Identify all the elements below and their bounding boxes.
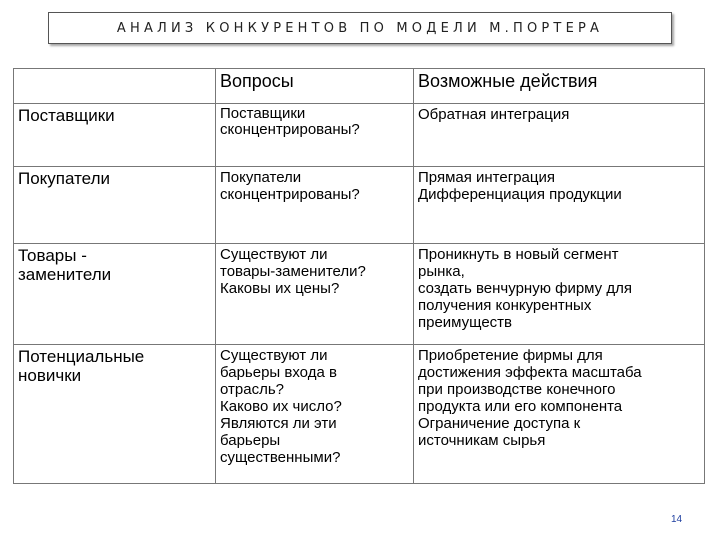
questions-cell: Покупатели сконцентрированы? [216,167,414,244]
table-row [14,345,705,484]
page-number: 14 [671,514,683,525]
table-row [14,167,705,244]
table-row [14,104,705,167]
actions-cell: Обратная интеграция [414,104,705,167]
slide-title: АНАЛИЗ КОНКУРЕНТОВ ПО МОДЕЛИ М.ПОРТЕРА [116,20,604,36]
header-cell-actions: Возможные действия [414,69,705,104]
questions-cell: Поставщики сконцентрированы? [216,104,414,167]
questions-cell: Существуют ли барьеры входа в отрасль? Каково их число? Являются ли эти барьеры существенными? [216,345,414,484]
force-cell: Поставщики [14,104,216,167]
force-cell: Товары - заменители [14,244,216,345]
actions-cell: Приобретение фирмы для достижения эффекта масштаба при производстве конечного продукта или его компонента Ограничение доступа к источникам сырья [414,345,705,484]
porter-analysis-table [13,68,705,484]
questions-cell: Существуют ли товары-заменители? Каковы их цены? [216,244,414,345]
force-cell: Потенциальные новички [14,345,216,484]
actions-cell: Прямая интеграция Дифференциация продукции [414,167,705,244]
actions-cell: Проникнуть в новый сегмент рынка, создать венчурную фирму для получения конкурентных преимуществ [414,244,705,345]
table-row [14,244,705,345]
force-cell: Покупатели [14,167,216,244]
header-cell-empty [14,69,216,104]
header-cell-questions: Вопросы [216,69,414,104]
slide-title-box [48,12,672,44]
table-header-row [14,69,705,104]
